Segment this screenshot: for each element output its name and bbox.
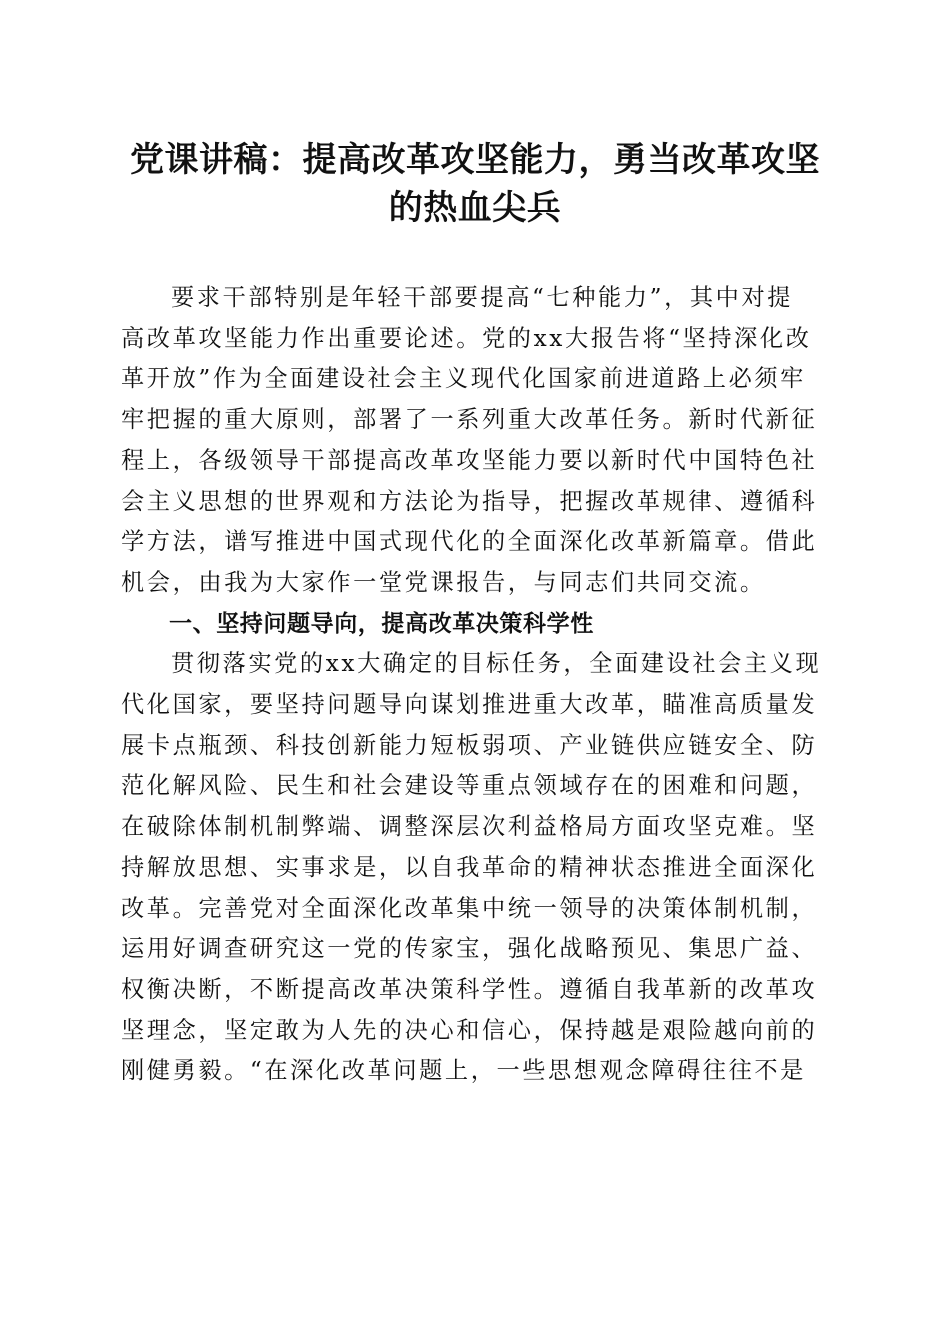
text-line: 会主义思想的世界观和方法论为指导，把握改革规律、遵循科 xyxy=(121,487,818,515)
text-line: 范化解风险、民生和社会建设等重点领域存在的困难和问题， xyxy=(121,772,818,800)
text-line: 展卡点瓶颈、科技创新能力短板弱项、产业链供应链安全、防 xyxy=(121,731,818,759)
section-paragraph xyxy=(121,644,825,1092)
text-line: 机会，由我为大家作一堂党课报告，与同志们共同交流。 xyxy=(121,568,766,596)
title-line: 党课讲稿：提高改革攻坚能力，勇当改革攻坚 xyxy=(130,140,820,180)
text-line: 改革。完善党对全面深化改革集中统一领导的决策体制机制， xyxy=(121,894,818,922)
section-heading: 一、坚持问题导向，提高改革决策科学性 xyxy=(169,610,594,637)
text-line: 运用好调查研究这一党的传家宝，强化战略预见、集思广益、 xyxy=(121,935,818,963)
document-title xyxy=(100,136,850,232)
text-line: 持解放思想、实事求是，以自我革命的精神状态推进全面深化 xyxy=(121,853,818,881)
text-line: 高改革攻坚能力作出重要论述。党的xx大报告将“坚持深化改 xyxy=(121,324,812,352)
text-line: 牢把握的重大原则，部署了一系列重大改革任务。新时代新征 xyxy=(121,406,818,434)
text-line: 革开放”作为全面建设社会主义现代化国家前进道路上必须牢 xyxy=(121,365,806,393)
document-body xyxy=(121,278,825,1092)
text-line: 在破除体制机制弊端、调整深层次利益格局方面攻坚克难。坚 xyxy=(121,813,818,841)
text-line: 要求干部特别是年轻干部要提高“七种能力”，其中对提 xyxy=(171,284,794,311)
text-line: 坚理念，坚定敢为人先的决心和信心，保持越是艰险越向前的 xyxy=(121,1016,818,1044)
title-line: 的热血尖兵 xyxy=(388,188,562,228)
intro-paragraph xyxy=(121,278,825,604)
text-line: 程上，各级领导干部提高改革攻坚能力要以新时代中国特色社 xyxy=(121,446,818,474)
text-line: 学方法，谱写推进中国式现代化的全面深化改革新篇章。借此 xyxy=(121,528,818,556)
text-line: 权衡决断，不断提高改革决策科学性。遵循自我革新的改革攻 xyxy=(121,975,818,1003)
text-line: 刚健勇毅。“在深化改革问题上，一些思想观念障碍往往不是 xyxy=(121,1057,806,1085)
text-line: 代化国家，要坚持问题导向谋划推进重大改革，瞄准高质量发 xyxy=(121,691,818,719)
text-line: 贯彻落实党的xx大确定的目标任务，全面建设社会主义现 xyxy=(171,650,822,678)
